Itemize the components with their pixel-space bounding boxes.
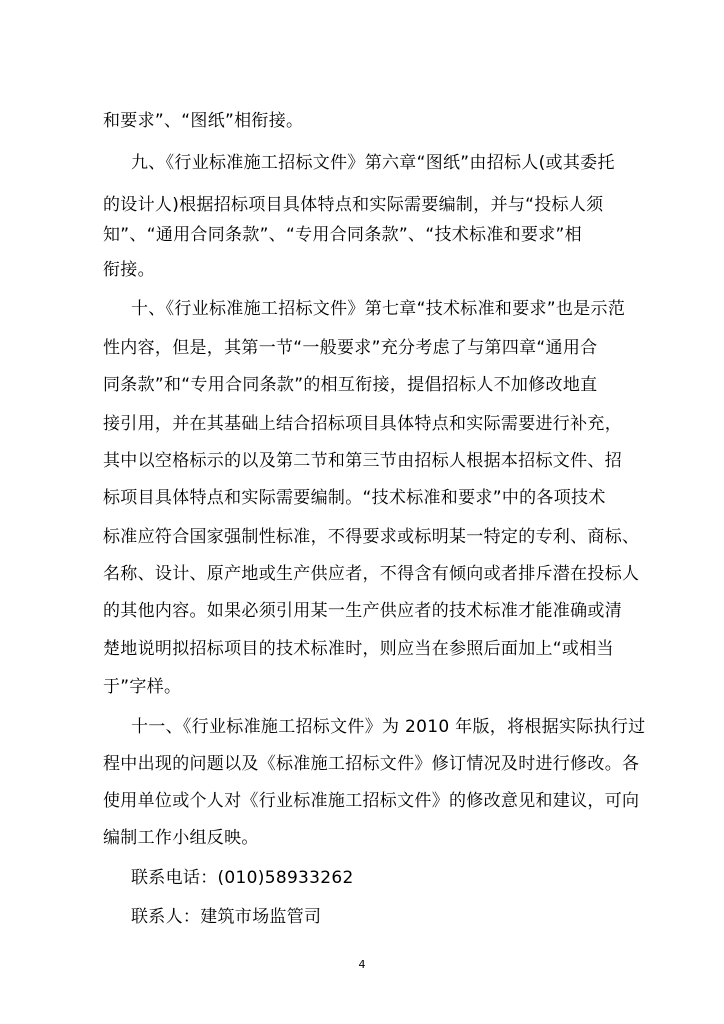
text-line-12: 标准应符合国家强制性标准，不得要求或标明某一特定的专利、商标、 — [103, 527, 640, 547]
text-line-19: 使用单位或个人对《行业标准施工招标文件》的修改意见和建议，可向 — [103, 791, 640, 811]
text-line-6: 十、《行业标准施工招标文件》第七章“技术标准和要求”也是示范 — [131, 299, 626, 319]
text-line-17: 十一、《行业标准施工招标文件》为 2010 年版，将根据实际执行过 — [131, 717, 646, 737]
text-line-7: 性内容，但是，其第一节“一般要求”充分考虑了与第四章“通用合 — [103, 338, 598, 358]
text-line-3: 的设计人)根据招标项目具体特点和实际需要编制，并与“投标人须 — [103, 195, 604, 215]
contact-phone: 联系电话：(010)58933262 — [131, 868, 354, 888]
text-line-16: 于”字样。 — [103, 677, 182, 697]
text-line-8: 同条款”和“专用合同条款”的相互衔接，提倡招标人不加修改地直 — [103, 375, 598, 395]
text-line-2: 九、《行业标准施工招标文件》第六章“图纸”由招标人(或其委托 — [131, 153, 615, 173]
text-line-11: 标项目具体特点和实际需要编制。“技术标准和要求”中的各项技术 — [103, 488, 606, 508]
text-line-5: 衔接。 — [103, 260, 155, 280]
text-line-10: 其中以空格标示的以及第二节和第三节由招标人根据本招标文件、招 — [103, 451, 622, 471]
contact-person: 联系人：建筑市场监管司 — [131, 907, 322, 927]
text-line-1: 和要求”、“图纸”相衔接。 — [103, 111, 304, 131]
text-line-4: 知”、“通用合同条款”、“专用合同条款”、“技术标准和要求”相 — [103, 225, 582, 245]
text-line-20: 编制工作小组反映。 — [103, 828, 259, 848]
text-line-15: 楚地说明拟招标项目的技术标准时，则应当在参照后面加上“或相当 — [103, 639, 614, 659]
text-line-9: 接引用，并在其基础上结合招标项目具体特点和实际需要进行补充， — [103, 414, 622, 434]
text-line-13: 名称、设计、原产地或生产供应者，不得含有倾向或者排斥潜在投标人 — [103, 564, 640, 584]
text-line-14: 的其他内容。如果必须引用某一生产供应者的技术标准才能准确或清 — [103, 601, 622, 621]
page-number: 4 — [358, 958, 366, 971]
text-line-18: 程中出现的问题以及《标准施工招标文件》修订情况及时进行修改。各 — [103, 754, 640, 774]
